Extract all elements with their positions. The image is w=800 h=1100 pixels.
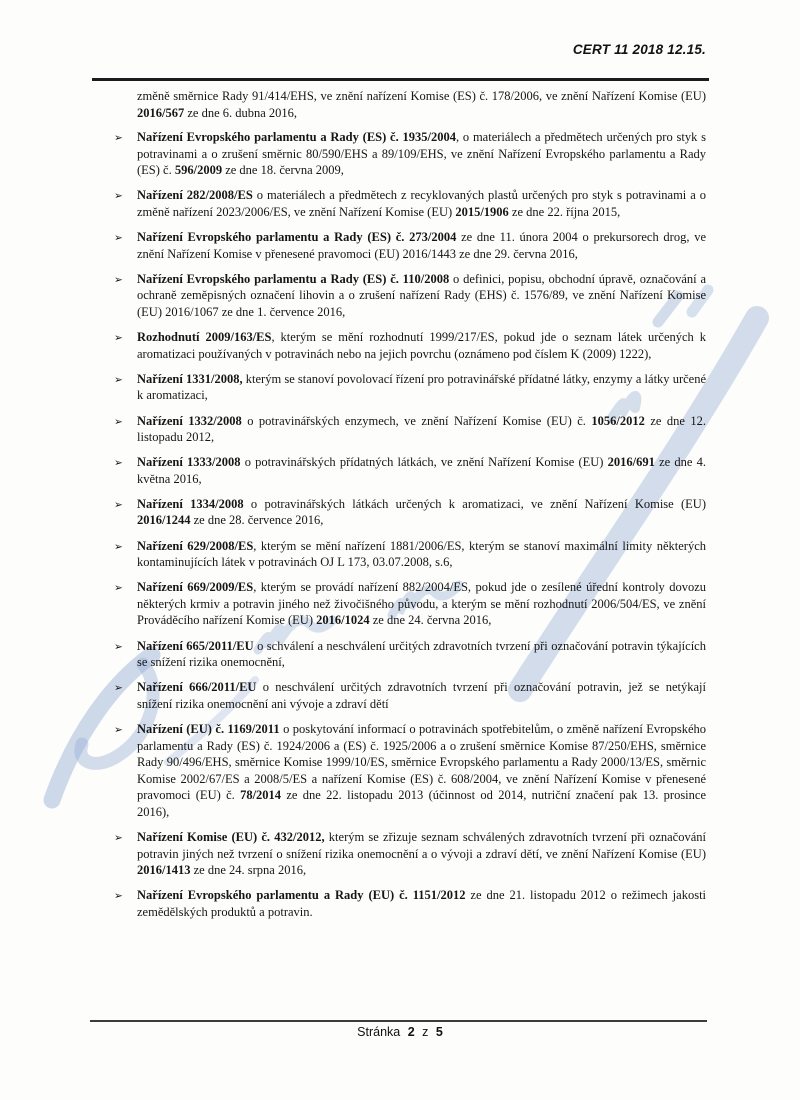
regulation-text: Nařízení Evropského parlamentu a Rady (ES) č. 273/2004 ze dne 11. února 2004 o prekursorech drog, ve znění Nařízení Komise v přenesené pravomoci (EU) 2016/1443 ze dne 29. června 2016, — [137, 230, 706, 261]
header-rule — [92, 78, 709, 81]
arrow-bullet-icon: ➢ — [114, 415, 123, 428]
regulation-item — [92, 229, 706, 262]
arrow-bullet-icon: ➢ — [114, 232, 123, 245]
regulation-text: Nařízení Evropského parlamentu a Rady (EU) č. 1151/2012 ze dne 21. listopadu 2012 o režimech jakosti zemědělských produktů a potravin. — [137, 888, 707, 919]
regulation-item — [92, 413, 706, 446]
regulation-item — [92, 721, 706, 821]
arrow-bullet-icon: ➢ — [114, 457, 123, 470]
regulation-text: Nařízení Komise (EU) č. 432/2012, kterým se zřizuje seznam schválených zdravotních tvrzení při označování potravin jiných než tvrzení o snížení rizika onemocnění a o vývoji a zdraví dětí, ve znění Nařízení Komise (EU) 2016/1413 ze dne 24. srpna 2016, — [137, 829, 706, 878]
regulation-item — [92, 271, 706, 321]
regulation-text: Nařízení Evropského parlamentu a Rady (ES) č. 110/2008 o definici, popisu, obchodní úpravě, označování a ochraně zeměpisných označení lihovin a o zrušení nařízení Rady (EHS) č. 1576/89, ve znění Nařízení Komise (EU) 2016/1067 ze dne 1. července 2016, — [137, 271, 706, 320]
regulation-text: Nařízení 666/2011/EU o neschválení určitých zdravotních tvrzení při označování potravin, jež se netýkají snížení rizika onemocnění ani vývoje a zdraví dětí — [137, 680, 706, 711]
regulation-item — [92, 187, 706, 220]
arrow-bullet-icon: ➢ — [114, 498, 123, 511]
arrow-bullet-icon: ➢ — [114, 640, 123, 653]
page-footer — [0, 1025, 800, 1039]
regulation-text: Nařízení 1334/2008 o potravinářských látkách určených k aromatizaci, ve znění Nařízení Komise (EU) 2016/1244 ze dne 28. července 2016, — [137, 496, 706, 528]
document-code: CERT 11 2018 12.15. — [572, 42, 706, 57]
regulation-text: Nařízení 282/2008/ES o materiálech a předmětech z recyklovaných plastů určených pro styk s potravinami a o změně nařízení 2023/2006/ES, ve znění Nařízení Komise (EU) 2015/1906 ze dne 22. října 2015, — [137, 188, 707, 220]
arrow-bullet-icon: ➢ — [114, 332, 123, 345]
footer-rule — [90, 1020, 707, 1022]
arrow-bullet-icon: ➢ — [114, 682, 123, 695]
arrow-bullet-icon: ➢ — [114, 723, 123, 736]
arrow-bullet-icon: ➢ — [114, 582, 123, 595]
regulation-item — [92, 579, 706, 629]
arrow-bullet-icon: ➢ — [114, 132, 123, 145]
regulation-item — [92, 829, 706, 879]
regulation-item — [92, 538, 706, 571]
regulation-item — [92, 679, 706, 712]
regulation-item — [92, 371, 706, 404]
regulation-text: Nařízení (EU) č. 1169/2011 o poskytování informací o potravinách spotřebitelům, o změně nařízení Evropského parlamentu a Rady (ES) č. 1924/2006 a (ES) č. 1925/2006 a o zrušení směrnice Komise 87/250/EHS, směrnice Rady 90/496/EHS, směrnice Komise 1999/10/ES, směrnice Evropského parlamentu a Rady 2000/13/ES, směrnic Komise 2002/67/ES a 2008/5/ES a nařízení Komise (ES) č. 608/2004, ve znění Nařízení Komise v přenesené pravomoci (EU) č. 78/2014 ze dne 22. listopadu 2013 (účinnost od 2014, nutriční značení pak 13. prosince 2016), — [137, 721, 706, 819]
regulation-item — [92, 329, 706, 362]
regulation-item — [92, 496, 706, 529]
document-body — [92, 88, 706, 929]
arrow-bullet-icon: ➢ — [114, 190, 123, 203]
regulation-text: Nařízení 1331/2008, kterým se stanoví povolovací řízení pro potravinářské přídatné látky, enzymy a látky určené k aromatizaci, — [137, 371, 707, 403]
arrow-bullet-icon: ➢ — [114, 273, 123, 286]
regulation-text: Nařízení 1333/2008 o potravinářských přídatných látkách, ve znění Nařízení Komise (EU) 2016/691 ze dne 4. května 2016, — [137, 455, 706, 486]
regulation-list — [92, 129, 706, 920]
footer-separator: z — [422, 1025, 429, 1039]
regulation-item — [92, 454, 706, 487]
regulation-text: Rozhodnutí 2009/163/ES, kterým se mění rozhodnutí 1999/217/ES, pokud jde o seznam látek určených k aromatizaci používaných v potravinách nebo na jejich povrchu (oznámeno pod číslem K (2009) 1222), — [137, 330, 706, 361]
regulation-text: Nařízení 669/2009/ES, kterým se provádí nařízení 882/2004/ES, pokud jde o zesílené úřední kontroly dovozu některých krmiv a potravin jiného než živočišného původu, a kterým se mění rozhodnutí 2006/504/ES, ve znění Prováděcího nařízení Komise (EU) 2016/1024 ze dne 24. června 2016, — [137, 580, 706, 628]
arrow-bullet-icon: ➢ — [114, 373, 123, 386]
arrow-bullet-icon: ➢ — [114, 540, 123, 553]
footer-page-number: 2 — [407, 1025, 415, 1039]
regulation-text: Nařízení 1332/2008 o potravinářských enzymech, ve znění Nařízení Komise (EU) č. 1056/2012 ze dne 12. listopadu 2012, — [137, 413, 707, 445]
arrow-bullet-icon: ➢ — [114, 831, 123, 844]
intro-paragraph: změně směrnice Rady 91/414/EHS, ve znění nařízení Komise (ES) č. 178/2006, ve znění Nařízení Komise (EU) 2016/567 ze dne 6. dubna 2016, — [137, 89, 706, 120]
footer-total-pages: 5 — [435, 1025, 443, 1039]
regulation-item — [92, 129, 706, 179]
arrow-bullet-icon: ➢ — [114, 890, 123, 903]
regulation-text: Nařízení 629/2008/ES, kterým se mění nařízení 1881/2006/ES, kterým se stanoví maximální limity některých kontaminujících látek v potravinách OJ L 173, 03.07.2008, s.6, — [137, 538, 706, 570]
regulation-item — [92, 638, 706, 671]
regulation-text: Nařízení Evropského parlamentu a Rady (ES) č. 1935/2004, o materiálech a předmětech určených pro styk s potravinami a o zrušení směrnic 80/590/EHS a 89/109/EHS, ve znění Nařízení Evropského parlamentu a Rady (ES) č. 596/2009 ze dne 18. června 2009, — [137, 130, 706, 178]
footer-label: Stránka — [357, 1025, 401, 1039]
regulation-item — [92, 887, 706, 920]
regulation-text: Nařízení 665/2011/EU o schválení a neschválení určitých zdravotních tvrzení při označování potravin týkajících se snížení rizika onemocnění, — [137, 638, 706, 670]
